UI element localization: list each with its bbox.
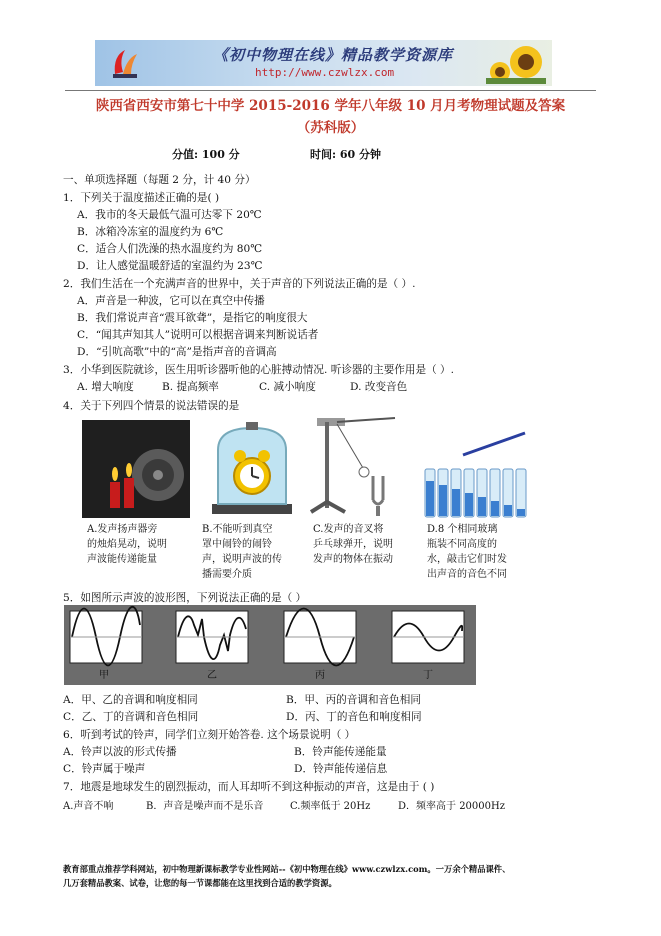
q4-caption-b: B.不能听到真空罩中闹铃的闹铃声，说明声波的传播需要介质 xyxy=(202,524,282,580)
wave-label-jia: 甲 xyxy=(99,670,109,681)
site-banner xyxy=(95,40,552,86)
q2-option-b: B．我们常说声音“震耳欲聋”，是指它的响度很大 xyxy=(77,312,308,324)
q2-option-d: D．“引吭高歌”中的“高”是指声音的音调高 xyxy=(77,346,277,358)
section-heading: 一、单项选择题（每题 2 分，计 40 分） xyxy=(63,174,256,186)
score-info: 分值: 100 分 xyxy=(172,148,240,161)
header-divider xyxy=(65,90,596,91)
q3-option-c: C. 减小响度 xyxy=(259,381,316,393)
q7-stem: 7．地震是地球发生的剧烈振动，而人耳却听不到这种振动的声音，这是由于 ( ) xyxy=(63,781,435,793)
banner-url[interactable]: http://www.czwlzx.com xyxy=(255,66,395,79)
q2-option-a: A．声音是一种波，它可以在真空中传播 xyxy=(77,295,265,307)
q5-option-b: B．甲、丙的音调和音色相同 xyxy=(286,694,421,706)
q3-stem: 3．小华到医院就诊，医生用听诊器听他的心脏搏动情况. 听诊器的主要作用是（ ）. xyxy=(63,364,454,376)
banner-title: 《初中物理在线》精品教学资源库 xyxy=(213,46,454,64)
page-title: 陕西省西安市第七十中学 2015-2016 学年八年级 10 月月考物理试题及答案 xyxy=(95,98,566,114)
q5-stem: 5．如图所示声波的波形图，下列说法正确的是（ ） xyxy=(63,592,307,604)
q4-stem: 4．关于下列四个情景的说法错误的是 xyxy=(63,400,240,412)
q2-stem: 2．我们生活在一个充满声音的世界中，关于声音的下列说法正确的是（ ）. xyxy=(63,278,416,290)
wave-label-ding: 丁 xyxy=(423,670,433,681)
sunflower-icon xyxy=(486,42,546,84)
q6-stem: 6．听到考试的铃声，同学们立刻开始答卷. 这个场景说明（ ） xyxy=(63,729,356,741)
time-info: 时间: 60 分钟 xyxy=(310,148,382,161)
q1-option-b: B．冰箱冷冻室的温度约为 6℃ xyxy=(77,226,224,238)
page-footer xyxy=(63,862,603,890)
q5-option-c: C．乙、丁的音调和音色相同 xyxy=(63,711,199,723)
waveform-panel xyxy=(64,605,476,685)
q7-option-d: D．频率高于 20000Hz xyxy=(398,801,505,812)
q7-option-a: A.声音不响 xyxy=(63,801,114,812)
q1-stem: 1．下列关于温度描述正确的是( ) xyxy=(63,192,220,204)
page-subtitle: （苏科版） xyxy=(296,120,365,136)
wave-label-bing: 丙 xyxy=(315,670,325,681)
site-logo-icon xyxy=(109,46,141,80)
q4-caption-a: A.发声扬声器旁的烛焰晃动，说明声波能传递能量 xyxy=(87,524,167,565)
q3-option-d: D. 改变音色 xyxy=(350,381,408,393)
q1-option-c: C．适合人们洗澡的热水温度约为 80℃ xyxy=(77,243,263,255)
q7-option-b: B．声音是噪声而不是乐音 xyxy=(146,801,264,812)
q6-option-d: D．铃声能传递信息 xyxy=(294,763,388,775)
q1-option-a: A．我市的冬天最低气温可达零下 20℃ xyxy=(77,209,262,221)
footer-line-2: 几万套精品教案、试卷，让您的每一节课都能在这里找到合适的教学资源。 xyxy=(63,878,337,888)
wave-label-yi: 乙 xyxy=(207,670,217,681)
q4-caption-d: D.8 个相同玻璃瓶装不同高度的水，敲击它们时发出声音的音色不同 xyxy=(427,524,507,580)
q1-option-d: D．让人感觉温暖舒适的室温约为 23℃ xyxy=(77,260,263,272)
glass-bottles-illustration xyxy=(419,425,531,520)
bell-jar-illustration xyxy=(200,420,300,518)
q2-option-c: C．“闻其声知其人”说明可以根据音调来判断说话者 xyxy=(77,329,319,341)
q6-option-a: A．铃声以波的形式传播 xyxy=(63,746,177,758)
q4-caption-c: C.发声的音叉将乒乓球弹开，说明发声的物体在振动 xyxy=(313,524,393,565)
q6-option-c: C．铃声属于噪声 xyxy=(63,763,146,775)
q5-option-a: A．甲、乙的音调和响度相同 xyxy=(63,694,198,706)
q3-option-b: B. 提高频率 xyxy=(162,381,219,393)
speaker-candle-illustration xyxy=(82,420,190,518)
q3-option-a: A. 增大响度 xyxy=(77,381,134,393)
q6-option-b: B．铃声能传递能量 xyxy=(294,746,387,758)
q5-option-d: D．丙、丁的音色和响度相同 xyxy=(286,711,422,723)
q7-option-c: C.频率低于 20Hz xyxy=(290,801,371,812)
tuning-fork-illustration xyxy=(307,412,403,518)
footer-line-1: 教育部重点推荐学科网站，初中物理新课标教学专业性网站--《初中物理在线》www.czwlzx.com。一万余个精品课件、 xyxy=(63,864,511,874)
